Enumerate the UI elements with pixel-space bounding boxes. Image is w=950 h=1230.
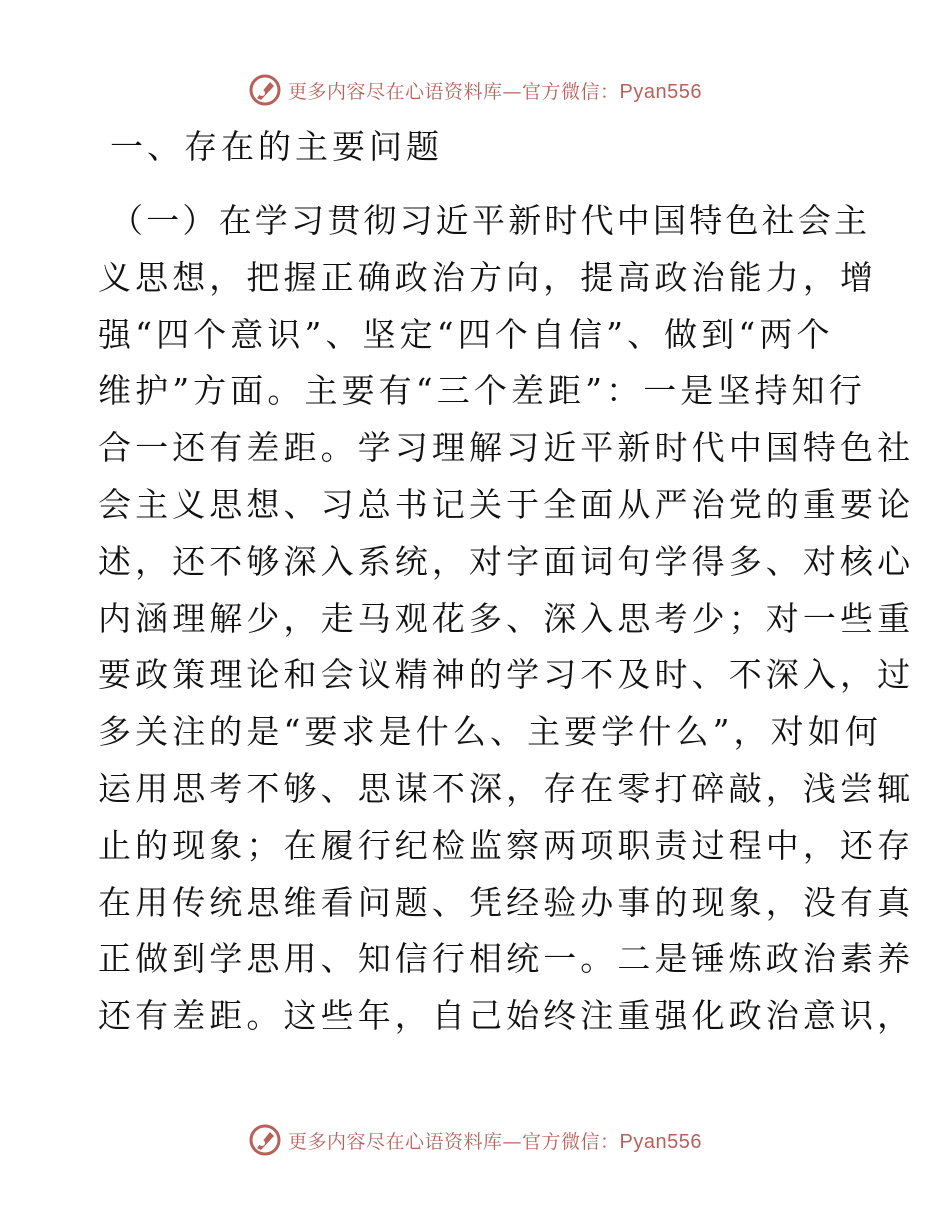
paragraph-line: 要政策理论和会议精神的学习不及时、不深入，过 <box>98 655 915 695</box>
paragraph-line: 会主义思想、习总书记关于全面从严治党的重要论 <box>98 484 915 524</box>
watermark-banner-top <box>0 70 950 110</box>
watermark-text: 更多内容尽在心语资料库—官方微信：Pyan556 <box>288 80 702 103</box>
paragraph-line: 内涵理解少，走马观花多、深入思考少；对一些重 <box>98 598 915 638</box>
watermark-banner-bottom <box>0 1120 950 1160</box>
paragraph-line: （一）在学习贯彻习近平新时代中国特色社会主 <box>110 201 871 240</box>
paragraph-line: 义思想，把握正确政治方向，提高政治能力，增 <box>98 257 878 297</box>
paragraph-line: 多关注的是“要求是什么、主要学什么”，对如何 <box>98 712 882 752</box>
paragraph-line: 正做到学思用、知信行相统一。二是锤炼政治素养 <box>98 939 915 979</box>
paragraph-line: 在用传统思维看问题、凭经验办事的现象，没有真 <box>98 882 915 922</box>
paragraph-line: 止的现象；在履行纪检监察两项职责过程中，还存 <box>98 825 915 865</box>
paragraph <box>98 193 915 1045</box>
pen-seal-icon <box>248 73 282 107</box>
paragraph-line: 合一还有差距。学习理解习近平新时代中国特色社 <box>98 428 915 468</box>
paragraph-line: 维护”方面。主要有“三个差距”：一是坚持知行 <box>98 371 866 411</box>
paragraph-line: 强“四个意识”、坚定“四个自信”、做到“两个 <box>98 314 834 354</box>
paragraph-line: 运用思考不够、思谋不深，存在零打碎敲，浅尝辄 <box>98 768 915 808</box>
paragraph-line: 述，还不够深入系统，对字面词句学得多、对核心 <box>98 541 915 581</box>
watermark-text: 更多内容尽在心语资料库—官方微信：Pyan556 <box>288 1130 702 1153</box>
paragraph-line: 还有差距。这些年，自己始终注重强化政治意识， <box>98 996 915 1036</box>
pen-seal-icon <box>248 1123 282 1157</box>
section-heading: 一、存在的主要问题 <box>110 127 443 166</box>
